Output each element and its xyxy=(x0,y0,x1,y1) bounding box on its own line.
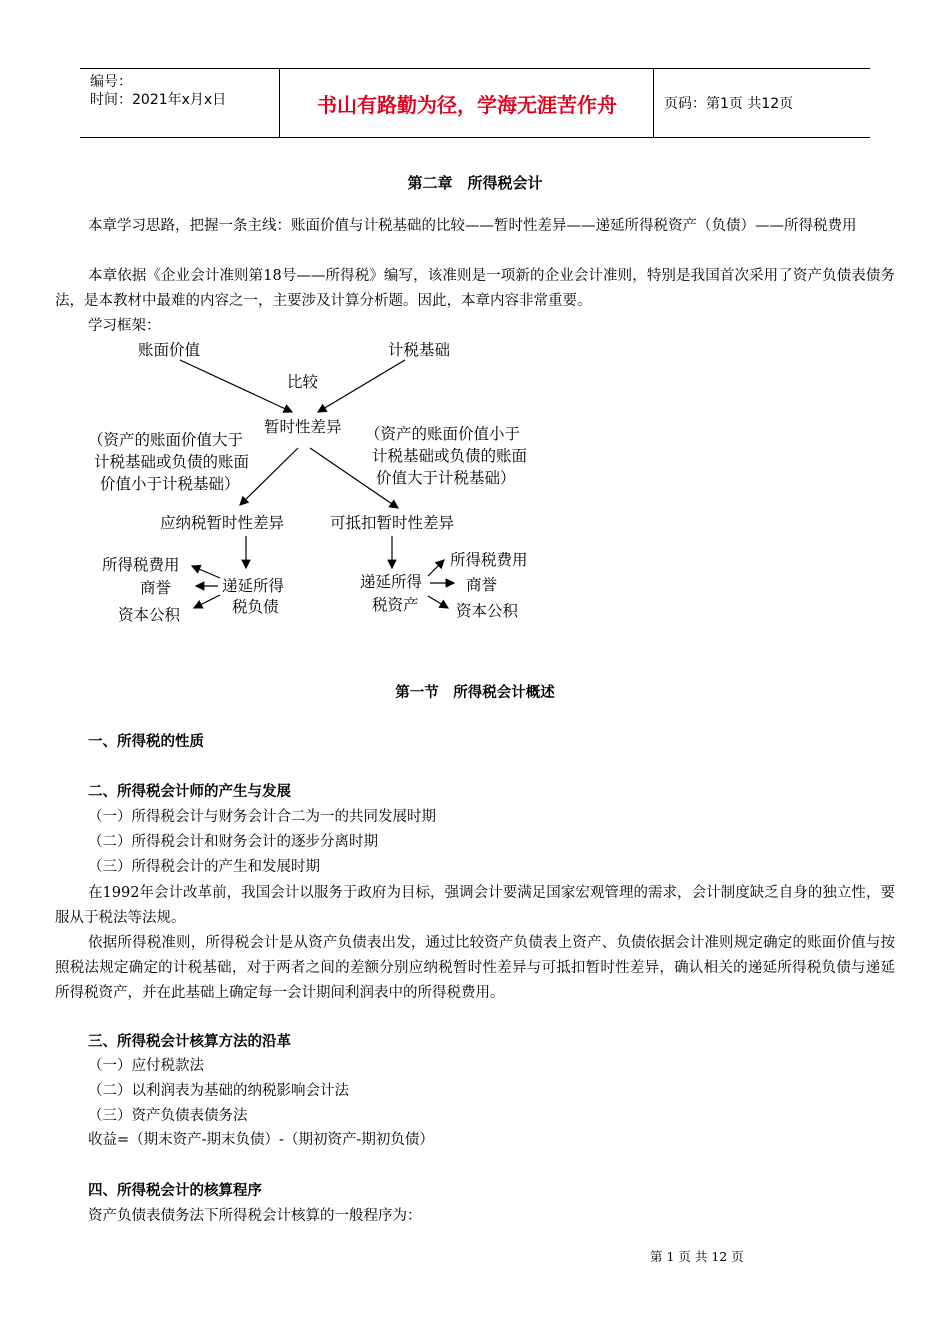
heading-1: 一、所得税的性质 xyxy=(88,734,204,750)
deductible-difference-node: 可抵扣暂时性差异 xyxy=(330,514,455,532)
chapter-title: 第二章 所得税会计 xyxy=(407,174,543,192)
heading-2-item: （一）所得税会计与财务会计合二为一的共同发展时期 xyxy=(88,809,436,825)
heading-2-item: （三）所得税会计的产生和发展时期 xyxy=(88,859,320,875)
paragraph-1992: 在1992年会计改革前，我国会计以服务于政府为目标，强调会计要满足国家宏观管理的需求，会计制度缺乏自身的独立性，要服从于税法等法规。 xyxy=(55,885,895,926)
intro-paragraph-1: 本章学习思路，把握一条主线：账面价值与计税基础的比较——暂时性差异——递延所得税资产（负债）——所得税费用 xyxy=(88,218,857,234)
heading-3-item: （二）以利润表为基础的纳税影响会计法 xyxy=(88,1083,349,1099)
intro-paragraph-2: 本章依据《企业会计准则第18号——所得税》编写，该准则是一项新的企业会计准则，特别是我国首次采用了资产负债表债务法，是本教材中最难的内容之一，主要涉及计算分析题。因此，本章内容非常重要。 xyxy=(55,268,895,309)
section-title: 第一节 所得税会计概述 xyxy=(395,685,555,701)
right-condition-line-1: （资产的账面价值小于 xyxy=(365,425,521,443)
framework-label: 学习框架： xyxy=(88,318,161,334)
dta-node-line-1: 递延所得 xyxy=(360,573,423,591)
left-goodwill-node: 商誉 xyxy=(140,579,172,597)
paragraph-basis: 依据所得税准则，所得税会计是从资产负债表出发，通过比较资产负债表上资产、负债依据会计准则规定确定的账面价值与按照税法规定确定的计税基础，对于两者之间的差额分别应纳税暂时性差异与可抵扣暂时性差异，确认相关的递延所得税负债与递延所得税资产，并在此基础上确定每一会计期间利润表中的所得税费用。 xyxy=(55,935,895,1001)
number-label: 编号： xyxy=(90,74,132,90)
right-condition-line-2: 计税基础或负债的账面 xyxy=(372,447,528,465)
left-condition-line-2: 计税基础或负债的账面 xyxy=(94,453,250,471)
heading-3: 三、所得税会计核算方法的沿革 xyxy=(88,1034,291,1050)
dta-node-line-2: 税资产 xyxy=(372,596,419,614)
tax-base-node: 计税基础 xyxy=(388,341,451,359)
left-condition-line-3: 价值小于计税基础） xyxy=(100,475,240,493)
dtl-node-line-1: 递延所得 xyxy=(222,577,285,595)
page-footer: 第 1 页 共 12 页 xyxy=(650,1249,744,1264)
temporary-difference-node: 暂时性差异 xyxy=(264,418,342,436)
book-value-node: 账面价值 xyxy=(138,341,201,359)
heading-3-item: （一）应付税款法 xyxy=(88,1058,204,1074)
right-goodwill-node: 商誉 xyxy=(466,576,498,594)
heading-3-item: （三）资产负债表债务法 xyxy=(88,1108,248,1124)
right-capital-node: 资本公积 xyxy=(456,602,519,620)
left-expense-node: 所得税费用 xyxy=(102,556,180,574)
heading-2-item: （二）所得税会计和财务会计的逐步分离时期 xyxy=(88,834,378,850)
header-motto: 书山有路勤为径，学海无涯苦作舟 xyxy=(281,69,654,137)
header-page-info: 页码：第1页 共12页 xyxy=(664,96,794,112)
procedure-intro: 资产负债表债务法下所得税会计核算的一般程序为： xyxy=(88,1208,422,1224)
right-condition-line-3: 价值大于计税基础） xyxy=(376,469,516,487)
framework-diagram-arrows xyxy=(0,0,950,640)
income-formula: 收益=（期末资产-期末负债）-（期初资产-期初负债） xyxy=(88,1132,434,1148)
dtl-node-line-2: 税负债 xyxy=(232,598,279,616)
heading-2: 二、所得税会计师的产生与发展 xyxy=(88,784,291,800)
date-label: 时间：2021年x月x日 xyxy=(90,92,227,108)
right-expense-node: 所得税费用 xyxy=(450,551,528,569)
left-capital-node: 资本公积 xyxy=(118,606,181,624)
taxable-difference-node: 应纳税暂时性差异 xyxy=(160,514,285,532)
heading-4: 四、所得税会计的核算程序 xyxy=(88,1183,262,1199)
left-condition-line-1: （资产的账面价值大于 xyxy=(88,431,244,449)
compare-label: 比较 xyxy=(287,373,319,391)
